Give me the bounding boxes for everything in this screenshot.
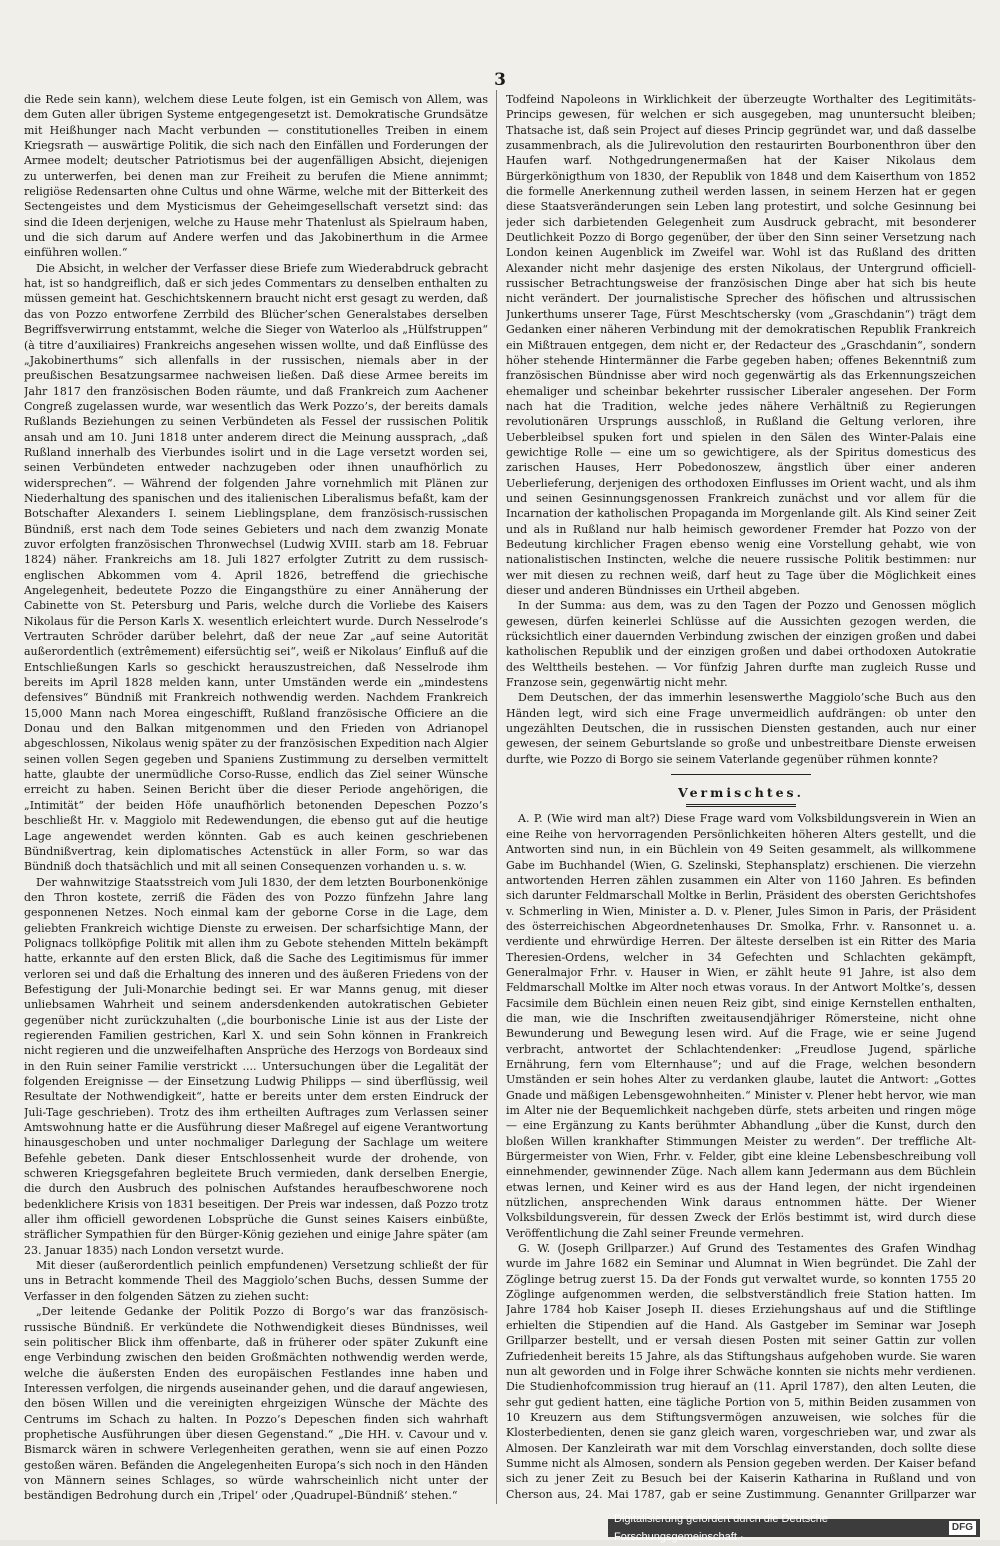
paragraph: Dem Deutschen, der das immerhin lesenswerthe Maggiolo’sche Buch aus den Händen legt, wird sich eine Frage unvermeidlich aufdrängen: ob unter den ungezählten Deutschen, die in russischen Diensten gestanden, auch nur einer gewesen, der seinem Geburtslande so große und unbestreitbare Dienste erweisen durfte, wie Pozzo di Borgo sie seinem Vaterlande gegenüber rühmen konnte? xyxy=(506,690,976,767)
paragraph: Die Absicht, in welcher der Verfasser diese Briefe zum Wiederabdruck gebracht hat, ist so handgreiflich, daß er sich jedes Commentars zu denselben enthalten zu müssen gemeint hat. Geschichtskennern braucht nicht erst gesagt zu werden, daß das von Pozzo entworfene Zerrbild des Blücher’schen Generalstabes derselben Begriffsverwirrung entstammt, welche die Sieger von Waterloo als „Hülfstruppen“ (à titre d’auxiliaires) Frankreichs angesehen wissen wollte, und daß Einflüsse des „Jakobinerthums“ sich allenfalls in der russischen, niemals aber in der preußischen Besatzungsarmee nachweisen ließen. Daß diese Armee bereits im Jahr 1817 den französischen Boden räumte, und daß Frankreich zum Aachener Congreß zugelassen wurde, war wesentlich das Werk Pozzo’s, der bereits damals Rußlands Beziehungen zu seinen Verbündeten als Fessel der russischen Politik ansah und am 10. Juni 1818 unter anderem direct die Meinung aussprach, „daß Rußland innerhalb des Vierbundes isolirt und in die Lage versetzt worden sei, seinen Verbündeten entweder nachzugeben oder ihnen unaufhörlich zu widersprechen“. — Während der folgenden Jahre vornehmlich mit Plänen zur Niederhaltung des spanischen und des italienischen Liberalismus befaßt, kam der Botschafter Alexanders I. seinem Lieblingsplane, dem französisch-russischen Bündniß, erst nach dem Tode seines Gebieters und nach dem zwanzig Monate zuvor erfolgten französischen Thronwechsel (Ludwig XVIII. starb am 18. Februar 1824) näher. Frankreichs am 18. Juli 1827 erfolgter Zutritt zu dem russisch-englischen Abkommen vom 4. April 1826, betreffend die griechische Angelegenheit, bedeutete Pozzo die Eingangsthüre zu einer Annäherung der Cabinette von St. Petersburg und Paris, welche durch die Vorliebe des Kaisers Nikolaus für die Person Karls X. wesentlich erleichtert wurde. Durch Nesselrode’s Vertrauten Schröder darüber belehrt, daß der neue Zar „auf seine Autorität außerordentlich (extrêmement) eifersüchtig sei“, weiß er Nikolaus’ Einfluß auf die Entschließungen Karls so geschickt herauszustreichen, daß Nesselrode ihm bereits im April 1828 melden kann, unter Umständen werde ein „mindestens defensives“ Bündniß mit Frankreich nothwendig werden. Nachdem Frankreich 15,000 Mann nach Morea eingeschifft, Rußland französische Officiere an die Donau und den Balkan mitgenommen und den Frieden von Adrianopel abgeschlossen, Nikolaus wenig später zu der französischen Expedition nach Algier seinen vollen Segen gegeben und Spaniens Zustimmung zu derselben vermittelt hatte, glaubte der unermüdliche Corso-Russe, endlich das Ziel seiner Wünsche erreicht zu haben. Seinen Bericht über die dieser Periode angehörigen, die „Intimität“ der beiden Höfe unaufhörlich betonenden Depeschen Pozzo’s beschließt Hr. v. Maggiolo mit Redewendungen, die ebenso gut auf die heutige Lage angewendet werden könnten. Gab es auch keinen geschriebenen Bündnißvertrag, kein diplomatisches Actenstück in aller Form, so war das Bündniß doch thatsächlich und mit all seinen Consequenzen vorhanden u. s. w. xyxy=(24,261,488,875)
right-column xyxy=(506,92,976,1504)
paragraph: die Rede sein kann), welchem diese Leute folgen, ist ein Gemisch von Allem, was dem Guten aller übrigen Systeme entgegengesetzt ist. Demokratische Grundsätze mit Heißhunger nach Macht verbunden — constitutionelles Treiben in einem Kriegsrath — auswärtige Politik, die sich nach den Einfällen und Forderungen der Armee modelt; deutscher Patriotismus bei der augenfälligen Absicht, diejenigen zu unterwerfen, bei denen man zur Freiheit zu berufen die Miene annimmt; religiöse Redensarten ohne Cultus und ohne Wärme, welche mit der Bitterkeit des Sectengeistes und dem Mysticismus der Geheimgesellschaft versetzt sind: das sind die Ideen derjenigen, welche zu Hause mehr Thatenlust als Spielraum haben, und die sich darum auf Andere werfen und das Jakobinerthum in die Armee einführen wollen.“ xyxy=(24,92,488,261)
page-number: 3 xyxy=(0,70,1000,90)
paragraph: Mit dieser (außerordentlich peinlich empfundenen) Versetzung schließt der für uns in Betracht kommende Theil des Maggiolo’schen Buchs, dessen Summe der Verfasser in den folgenden Sätzen zu ziehen sucht: xyxy=(24,1258,488,1304)
left-column xyxy=(24,92,488,1504)
section-separator xyxy=(671,774,811,775)
paragraph: Der wahnwitzige Staatsstreich vom Juli 1830, der dem letzten Bourbonenkönige den Thron kostete, zerriß die Fäden des von Pozzo fünfzehn Jahre lang gesponnenen Netzes. Noch einmal kam der geborne Corse in die Lage, dem geliebten Frankreich wichtige Dienste zu erweisen. Der scharfsichtige Mann, der Polignacs tollköpfige Politik mit allen ihm zu Gebote stehenden Mitteln bekämpft hatte, erkannte auf den ersten Blick, daß die Sache des Legitimismus für immer verloren sei und daß die Erhaltung des inneren und des äußeren Friedens von der Befestigung der Juli-Monarchie bedingt sei. Er war Manns genug, mit dieser unliebsamen Wahrheit und seinem andersdenkenden autokratischen Gebieter gegenüber nicht zurückzuhalten („die bourbonische Linie ist aus der Liste der regierenden Familien gestrichen, Karl X. und sein Sohn können in Frankreich nicht regieren und die unzweifelhaften Ansprüche des Herzogs von Bordeaux sind in den Ruin seiner Familie verstrickt .... Untersuchungen über die Legalität der folgenden Ereignisse — der Einsetzung Ludwig Philipps — sind überflüssig, weil Resultate der Nothwendigkeit“, hatte er bereits unter dem ersten Eindruck der Juli-Tage geschrieben). Trotz des ihm ertheilten Auftrages zum Verlassen seiner Amtswohnung hatte er die Ausführung dieser Maßregel auf eigene Verantwortung hinausgeschoben und unter nochmaliger Darlegung der Sachlage um weitere Befehle gebeten. Dank dieser Entschlossenheit wurde der drohende, von schweren Kriegsgefahren begleitete Bruch vermieden, dank derselben Energie, die durch den Ausbruch des polnischen Aufstandes heraufbeschworene noch bedenklichere Krisis von 1831 beseitigen. Der Preis war indessen, daß Pozzo trotz aller ihm officiell gewordenen Lobsprüche die Gunst seines Kaisers einbüßte, sträflicher Sympathien für den Bürger-König geziehen und einige Jahre später (am 23. Januar 1835) nach London versetzt wurde. xyxy=(24,875,488,1259)
paragraph: Todfeind Napoleons in Wirklichkeit der überzeugte Worthalter des Legitimitäts-Princips gewesen, für welchen er sich ausgegeben, mag ununtersucht bleiben; Thatsache ist, daß sein Project auf dieses Princip gegründet war, und daß dasselbe zusammenbrach, als die Julirevolution den restaurirten Bourbonenthron über den Haufen warf. Nothgedrungenermaßen hat der Kaiser Nikolaus dem Bürgerkönigthum von 1830, der Republik von 1848 und dem Kaiserthum von 1852 die formelle Anerkennung zutheil werden lassen, in seinem Herzen hat er gegen diese Staatsveränderungen sein Leben lang protestirt, und solche Gesinnung bei jeder sich darbietenden Gelegenheit zum Ausdruck gebracht, mit besonderer Deutlichkeit Pozzo di Borgo gegenüber, der über den Sinn seiner Versetzung nach London keinen Augenblick im Zweifel war. Wohl ist das Rußland des dritten Alexander nicht mehr dasjenige des ersten Nikolaus, der Untergrund officiell-russischer Betrachtungsweise der französischen Dinge aber hat sich bis heute nicht verändert. Der journalistische Sprecher des höfischen und altrussischen Junkerthums unserer Tage, Fürst Meschtschersky (vom „Graschdanin“) trägt dem Gedanken einer näheren Verbindung mit der demokratischen Republik Frankreich ein Mißtrauen entgegen, dem nicht er, der Redacteur des „Graschdanin“, sondern höher stehende Hintermänner die Farbe gegeben haben; offenes Bekenntniß zum französischen Bündnisse aber wird noch gegenwärtig als das Erkennungszeichen ehemaliger und scheinbar bekehrter russischer Liberaler angesehen. Der Form nach hat die Tradition, welche jedes nähere Verhältniß zu Regierungen revolutionären Ursprungs ausschloß, in Rußland die Geltung verloren, ihre Ueberbleibsel spuken fort und spielen in den Sälen des Winter-Palais eine gewichtige Rolle — eine um so gewichtigere, als der Spiritus domesticus des zarischen Hauses, Herr Pobedonoszew, ängstlich über einer anderen Ueberlieferung, derjenigen des orthodoxen Einflusses im Orient wacht, und als ihm und seinen Gesinnungsgenossen Frankreich zunächst und vor allem für die Incarnation der katholischen Propaganda im Morgenlande gilt. Als Kind seiner Zeit und als in Rußland nur halb heimisch gewordener Fremder hat Pozzo von der Bedeutung kirchlicher Fragen ebenso wenig eine Vorstellung gehabt, wie von nationalistischen Instincten, welche die neuere russische Politik bestimmen: nur wer mit diesen zu rechnen weiß, darf heut zu Tage über die Möglichkeit eines dieser und anderen Bündnisses ein Urtheil abgeben. xyxy=(506,92,976,598)
dfg-logo: DFG xyxy=(949,1521,976,1535)
paragraph: In der Summa: aus dem, was zu den Tagen der Pozzo und Genossen möglich gewesen, dürfen keinerlei Schlüsse auf die Aussichten gezogen werden, die rücksichtlich einer dauernden Verbindung zwischen der einzigen großen und dabei katholischen Republik und der einzigen großen und dabei orthodoxen Autokratie des Welttheils bestehen. — Vor fünfzig Jahren durfte man zugleich Russe und Franzose sein, gegenwärtig nicht mehr. xyxy=(506,598,976,690)
section-heading: Vermischtes. xyxy=(506,785,976,800)
paragraph: „Der leitende Gedanke der Politik Pozzo di Borgo’s war das französisch-russische Bündniß. Er verkündete die Nothwendigkeit dieses Bündnisses, weil sein politischer Blick ihm offenbarte, daß in früherer oder später Zukunft eine enge Verbindung zwischen den beiden Großmächten nothwendig werden werde, welche die äußersten Enden des europäischen Festlandes inne haben und Interessen verfolgen, die nirgends auseinander gehen, und die darauf angewiesen, den bösen Willen und die vereinigten ehrgeizigen Wünsche der Mächte des Centrums im Schach zu halten. In Pozzo’s Depeschen finden sich wahrhaft prophetische Ausführungen über diesen Gegenstand.“ „Die HH. v. Cavour und v. Bismarck wären in schwere Verlegenheiten gerathen, wenn sie auf einen Pozzo gestoßen wären. Befänden die Angelegenheiten Europa’s sich noch in den Händen von Männern seines Schlages, so würde wahrscheinlich nicht unter der beständigen Bedrohung durch ein ‚Tripel‘ oder ‚Quadrupel-Bündniß‘ stehen.“ xyxy=(24,1304,488,1503)
heading-rule xyxy=(686,804,796,807)
column-divider xyxy=(496,90,497,1504)
footer-text: Digitalisierung gefördert durch die Deutsche Forschungsgemeinschaft · xyxy=(614,1510,949,1546)
misc-article: A. P. (Wie wird man alt?) Diese Frage ward vom Volksbildungsverein in Wien an eine Reihe von hervorragenden Persönlichkeiten höheren Alters gestellt, und die Antworten sind nun, in ein Büchlein von 49 Seiten gesammelt, als willkommene Gabe im Buchhandel (Wien, G. Szelinski, Stephansplatz) erschienen. Die vierzehn antwortenden Herren zählen zusammen ein Alter von 1160 Jahren. Es befinden sich darunter Feldmarschall Moltke in Berlin, Präsident des obersten Gerichtshofes v. Schmerling in Wien, Minister a. D. v. Plener, Jules Simon in Paris, der Präsident des österreichischen Abgeordnetenhauses Dr. Smolka, Frhr. v. Ransonnet u. a. verdiente und ehrwürdige Herren. Der älteste derselben ist ein Ritter des Maria Theresien-Ordens, welcher in 34 Gefechten und Schlachten gekämpft, Generalmajor Frhr. v. Hauser in Wien, er zählt heute 91 Jahre, ist also dem Feldmarschall Moltke im Alter noch etwas voraus. In der Antwort Moltke’s, dessen Facsimile dem Büchlein einen neuen Reiz gibt, sind einige Kernstellen enthalten, die man, wie die Inschriften zweitausendjähriger Römersteine, nicht ohne Bewunderung und Bewegung lesen wird. Auf die Frage, wie er seine Jugend verbracht, antwortet der Schlachtendenker: „Freudlose Jugend, spärliche Ernährung, fern vom Elternhause“; und auf die Frage, welchen besondern Umständen er sein hohes Alter zu verdanken glaube, lautet die Antwort: „Gottes Gnade und mäßigen Lebensgewohnheiten.“ Minister v. Plener hebt hervor, wie man im Alter nie der Bequemlichkeit nachgeben dürfe, stets arbeiten und ringen möge — eine Ergänzung zu Kants berühmter Abhandlung „über die Kunst, durch den bloßen Willen krankhafter Stimmungen Meister zu werden“. Der treffliche Alt-Bürgermeister von Wien, Frhr. v. Felder, gibt eine kleine Lebensbeschreibung voll einnehmender, gewinnender Züge. Nach allem kann Jedermann aus dem Büchlein etwas lernen, und Keiner wird es aus der Hand legen, der nicht irgendeinen nützlichen, ansprechenden Wink daraus entnommen hätte. Der Wiener Volksbildungsverein, für dessen Zweck der Erlös bestimmt ist, wird durch diese Veröffentlichung die Zahl seiner Freunde vermehren. xyxy=(506,811,976,1241)
digitization-footer xyxy=(608,1519,980,1537)
misc-article: G. W. (Joseph Grillparzer.) Auf Grund des Testamentes des Grafen Windhag wurde im Jahre 1682 ein Seminar und Alumnat in Wien begründet. Die Zahl der Zöglinge betrug zuerst 15. Da der Fonds gut verwaltet wurde, so konnten 1755 20 Zöglinge aufgenommen werden, die selbstverständlich freie Station hatten. Im Jahre 1784 hob Kaiser Joseph II. dieses Erziehungshaus auf und die Stiftlinge erhielten die Stipendien auf die Hand. Als Gastgeber im Seminar war Joseph Grillparzer bestellt, und er versah diesen Posten mit seiner Gattin zur vollen Zufriedenheit bereits 15 Jahre, als das Stiftungshaus aufgehoben wurde. Sie waren nun alt geworden und in Folge ihrer Schwäche konnten sie nichts mehr verdienen. Die Studienhofcommission trug hierauf an (11. April 1787), den alten Leuten, die sehr gut gedient hatten, eine tägliche Portion von 5, mithin Beiden zusammen von 10 Kreuzern aus dem Stiftungsvermögen anzuweisen, wie solches für die Klosterbedienten, denen sie ganz gleich waren, vorgeschrieben war, und zwar als Almosen. Der Kanzleirath war mit dem Vorschlag einverstanden, doch sollte diese Summe nicht als Almosen, sondern als Pension gegeben werden. Der Kaiser befand sich zu jener Zeit zu Besuch bei der Kaiserin Katharina in Rußland und von Cherson aus, 24. Mai 1787, gab er seine Zustimmung. Genannter Grillparzer war xyxy=(506,1241,976,1504)
